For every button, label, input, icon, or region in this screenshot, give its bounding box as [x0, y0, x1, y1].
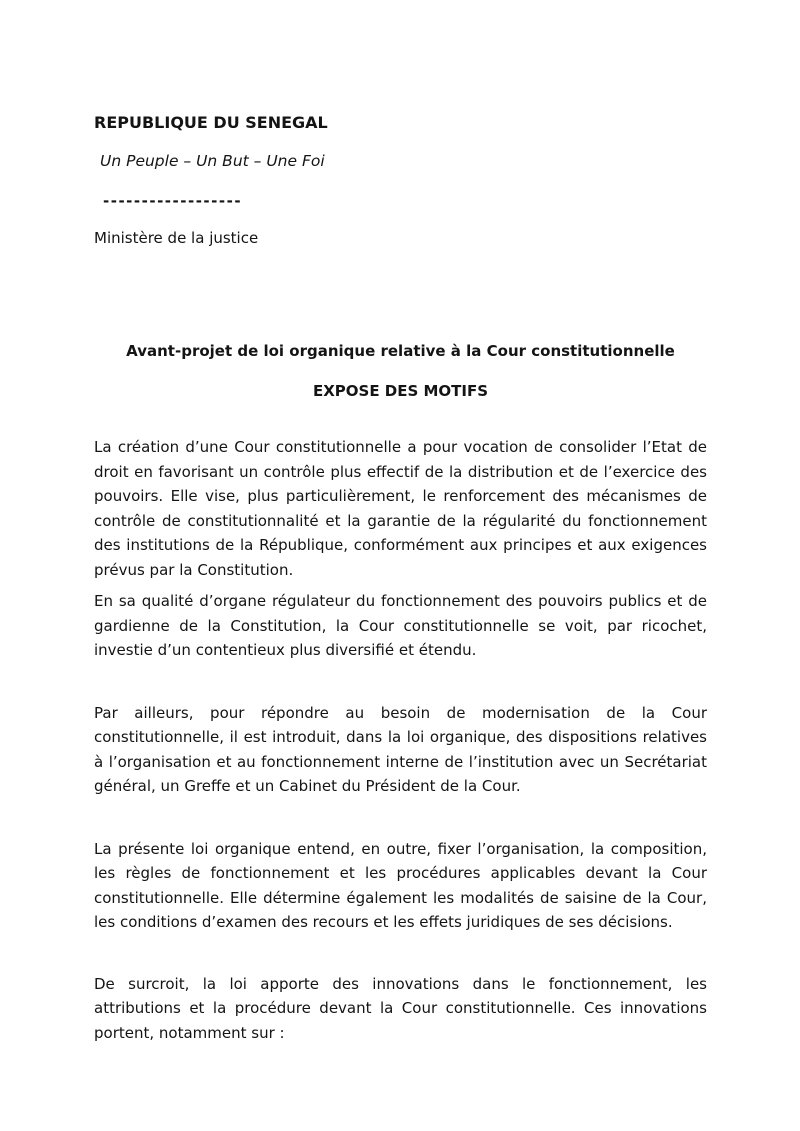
document-title: Avant-projet de loi organique relative à la Cour constitutionnelle: [126, 342, 675, 360]
country-title: REPUBLIQUE DU SENEGAL: [94, 113, 328, 132]
paragraph-innovations: De surcroit, la loi apporte des innovations dans le fonctionnement, les attributions et la procédure devant la Cour constitutionnelle. Ces innovations portent, notamment sur :: [94, 974, 707, 1042]
dashed-separator: ------------------: [103, 192, 243, 210]
document-subtitle: EXPOSE DES MOTIFS: [312, 382, 489, 400]
national-motto: Un Peuple – Un But – Une Foi: [100, 152, 325, 170]
paragraph-creation-cour: La création d’une Cour constitutionnelle a pour vocation de consolider l’Etat de droit en favorisant un contrôle plus effectif de la distribution et de l’exercice des pouvoirs. Elle vise, plus particulièrement, le renforcement des mécanismes de contrôle de constitutionnalité et la garantie de la régularité du fonctionnement des institutions de la République, conformément aux principes et aux exigences prévus par la Constitution.: [94, 438, 707, 579]
paragraph-organisation: La présente loi organique entend, en outre, fixer l’organisation, la composition, les règles de fonctionnement et les procédures applicables devant la Cour constitutionnelle. Elle détermine également les modalités de saisine de la Cour, les conditions d’examen des recours et les effets juridiques de ses décisions.: [94, 839, 707, 931]
title-block: [94, 339, 707, 404]
document-header: [94, 110, 707, 251]
paragraph-organe-regulateur: En sa qualité d’organe régulateur du fonctionnement des pouvoirs publics et de gardienne de la Constitution, la Cour constitutionnelle se voit, par ricochet, investie d’un contentieux plus diversifié et étendu.: [94, 592, 707, 659]
paragraph-modernisation: Par ailleurs, pour répondre au besoin de modernisation de la Cour constitutionnelle, il est introduit, dans la loi organique, des dispositions relatives à l’organisation et au fonctionnement interne de l’institution avec un Secrétariat général, un Greffe et un Cabinet du Président de la Cour.: [94, 703, 707, 795]
document-body: [94, 435, 707, 1045]
ministry-name: Ministère de la justice: [94, 229, 259, 247]
